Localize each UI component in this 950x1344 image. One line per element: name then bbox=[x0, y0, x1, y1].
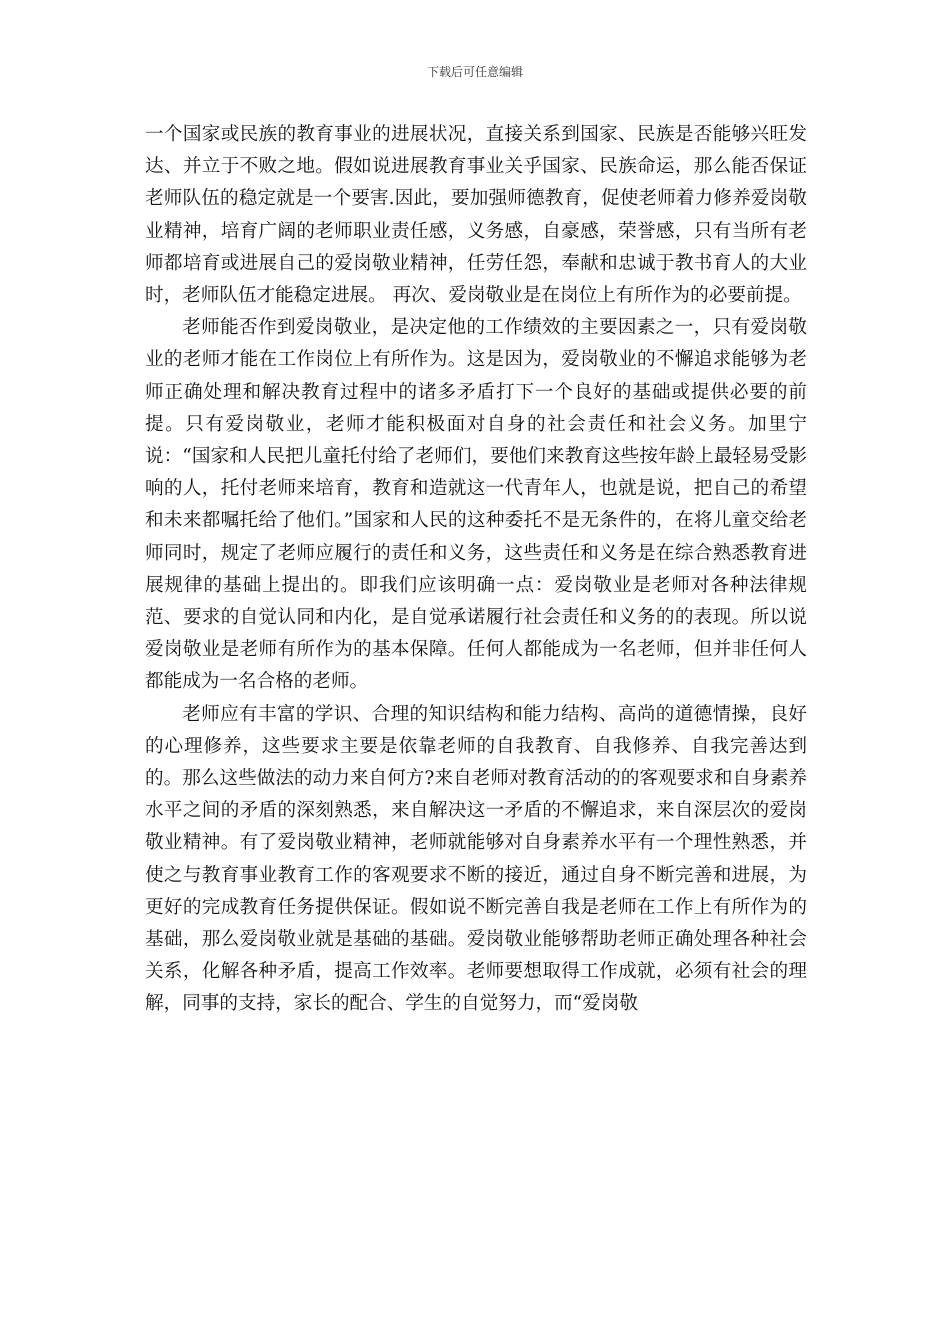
paragraph-3: 老师应有丰富的学识、合理的知识结构和能力结构、高尚的道德情操，良好的心理修养，这些要求主要是依靠老师的自我教育、自我修养、自我完善达到的。那么这些做法的动力来自何方?来自老师对教育活动的的客观要求和自身素养水平之间的矛盾的深刻熟悉，来自解决这一矛盾的不懈追求，来自深层次的爱岗敬业精神。有了爱岗敬业精神，老师就能够对自身素养水平有一个理性熟悉，并使之与教育事业教育工作的客观要求不断的接近，通过自身不断完善和进展，为更好的完成教育任务提供保证。假如说不断完善自我是老师在工作上有所作为的基础，那么爱岗敬业就是基础的基础。爱岗敬业能够帮助老师正确处理各种社会关系，化解各种矛盾，提高工作效率。老师要想取得工作成就，必须有社会的理解，同事的支持，家长的配合、学生的自觉努力，而“爱岗敬 bbox=[145, 703, 807, 1015]
paragraph-1: 一个国家或民族的教育事业的进展状况，直接关系到国家、民族是否能够兴旺发达、并立于不败之地。假如说进展教育事业关乎国家、民族命运，那么能否保证老师队伍的稳定就是一个要害.因此，要加强师德教育，促使老师着力修养爱岗敬业精神，培育广阔的老师职业责任感，义务感，自豪感，荣誉感，只有当所有老师都培育或进展自己的爱岗敬业精神，任劳任怨，奉献和忠诚于教书育人的大业时，老师队伍才能稳定进展。 再次、爱岗敬业是在岗位上有所作为的必要前提。 bbox=[145, 124, 807, 307]
paragraph-2: 老师能否作到爱岗敬业，是决定他的工作绩效的主要因素之一，只有爱岗敬业的老师才能在工作岗位上有所作为。这是因为，爱岗敬业的不懈追求能够为老师正确处理和解决教育过程中的诸多矛盾打下一个良好的基础或提供必要的前提。只有爱岗敬业，老师才能积极面对自身的社会责任和社会义务。加里宁说：“国家和人民把儿童托付给了老师们，要他们来教育这些按年龄上最轻易受影响的人，托付老师来培育，教育和造就这一代青年人，也就是说，把自己的希望和未来都嘱托给了他们。”国家和人民的这种委托不是无条件的，在将儿童交给老师同时，规定了老师应履行的责任和义务，这些责任和义务是在综合熟悉教育进展规律的基础上提出的。即我们应该明确一点：爱岗敬业是老师对各种法律规范、要求的自觉认同和内化，是自觉承诺履行社会责任和义务的的表现。所以说爱岗敬业是老师有所作为的基本保障。任何人都能成为一名老师，但并非任何人都能成为一名合格的老师。 bbox=[145, 317, 807, 693]
document-body bbox=[145, 119, 807, 1021]
page-header-note: 下载后可任意编辑 bbox=[426, 65, 523, 79]
